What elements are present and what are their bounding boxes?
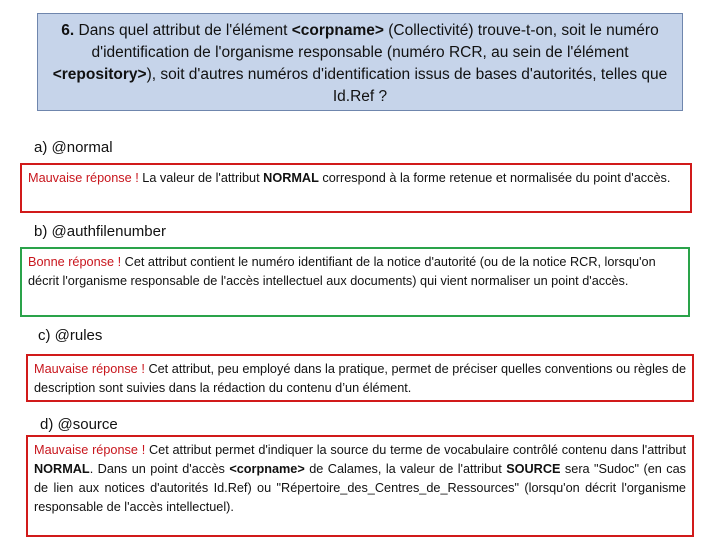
option-a-bold-1: NORMAL xyxy=(263,171,319,185)
option-d-bold-1: NORMAL xyxy=(34,462,90,476)
option-a-text-2: correspond à la forme retenue et normalisée du point d'accès. xyxy=(318,171,671,185)
question-number: 6. xyxy=(61,22,75,39)
option-d-text-1: Cet attribut permet d'indiquer la source du terme de vocabulaire contrôlé contenu dans l'attribut xyxy=(145,443,686,457)
option-d-text-4: sera "Sudoc" (en cas de lien aux notices d'autorités Id.Ref) ou "Répertoire_des_Centres_de_Ressources" (lorsqu'on décrit l'organisme responsable de l'accès intellectuel). xyxy=(34,462,686,514)
option-d-verdict: Mauvaise réponse ! xyxy=(34,443,146,457)
option-d-text-3: de Calames, la valeur de l'attribut xyxy=(304,462,507,476)
option-a-feedback xyxy=(20,163,692,213)
question-box xyxy=(37,13,683,111)
question-tag-corpname: <corpname> xyxy=(291,22,384,39)
question-tag-repository: <repository> xyxy=(52,66,147,83)
option-b-text-1: Cet attribut contient le numéro identifiant de la notice d'autorité (ou de la notice RCR, lorsqu'on décrit l'organisme responsable de l'accès intellectuel aux documents) qui vient normaliser un point d'accès. xyxy=(28,255,656,288)
question-text-1: Dans quel attribut de l'élément xyxy=(74,22,292,39)
option-d-label[interactable]: d) @source xyxy=(40,416,118,433)
option-b-label[interactable]: b) @authfilenumber xyxy=(34,223,166,240)
option-a-label[interactable]: a) @normal xyxy=(34,139,113,156)
option-d-text-2: . Dans un point d'accès xyxy=(89,462,230,476)
option-d-feedback xyxy=(26,435,694,537)
option-c-verdict: Mauvaise réponse ! xyxy=(34,362,145,376)
option-d-bold-2: <corpname> xyxy=(229,462,305,476)
option-a-text-1: La valeur de l'attribut xyxy=(138,171,264,185)
option-b-verdict: Bonne réponse ! xyxy=(28,255,122,269)
option-c-text-1: Cet attribut, peu employé dans la pratique, permet de préciser quelles conventions ou règles de description sont suivies dans la rédaction du contenu d’un élément. xyxy=(34,362,686,395)
option-c-label[interactable]: c) @rules xyxy=(38,327,103,344)
question-text-2: (Collectivité) trouve-t-on, soit le numéro d'identification de l'organisme responsable (numéro RCR, au sein de l'élément xyxy=(91,22,659,61)
option-b-feedback xyxy=(20,247,690,317)
question-text-3: ), soit d'autres numéros d'identification issus de bases d'autorités, telles que Id.Ref ? xyxy=(146,66,668,105)
option-a-verdict: Mauvaise réponse ! xyxy=(28,171,139,185)
option-d-bold-3: SOURCE xyxy=(506,462,561,476)
option-c-feedback xyxy=(26,354,694,402)
